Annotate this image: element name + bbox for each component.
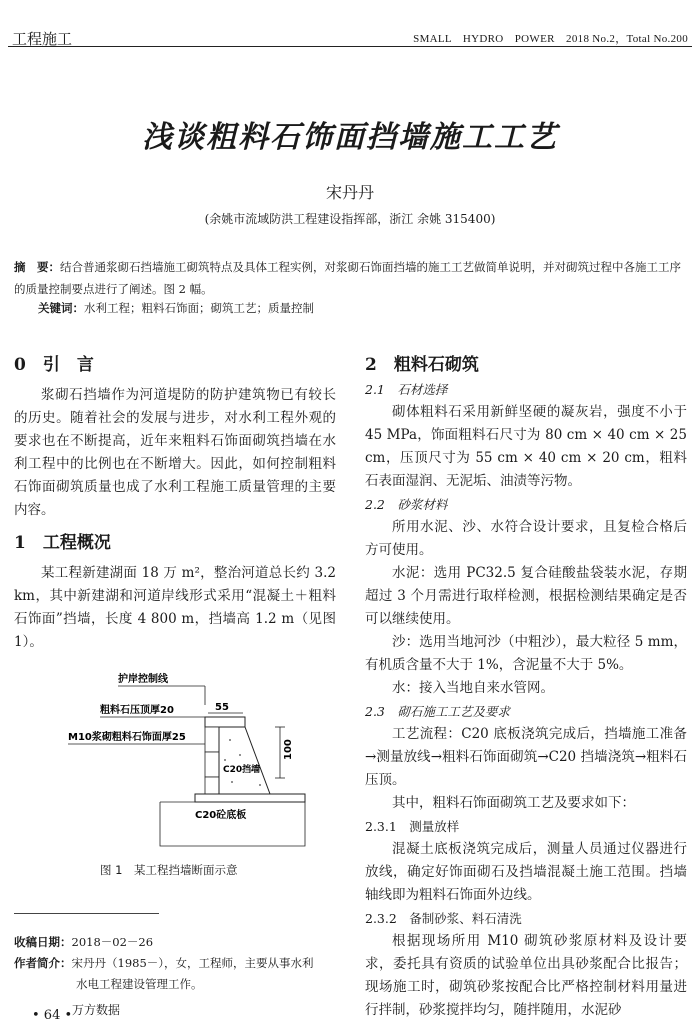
fig-label-control-line: 护岸控制线 (118, 674, 168, 685)
section-0-para: 浆砌石挡墙作为河道堤防的防护建筑物已有较长的历史。随着社会的发展与进步，对水利工程外观的要求也在不断提高，近年来粗料石饰面砌筑挡墙在水利工程中的比例也在不断增大。因此，如何控制粗料石饰面砌筑质量也成了水利工程施工质量管理的主要内容。 (14, 387, 336, 518)
header-journal: SMALL HYDRO POWER 2018 No.2，Total No.200 (413, 33, 688, 45)
section-2-3-para-1: 工艺流程：C20 底板浇筑完成后，挡墙施工准备→测量放线→粗料石饰面砌筑→C20 挡墙浇筑→粗料石压顶。 (365, 726, 687, 788)
figure-1-caption: 图 1 某工程挡墙断面示意 (100, 863, 238, 877)
section-2-3-2-para: 根据现场所用 M10 砌筑砂浆原材料及设计要求，委托具有资质的试验单位出具砂浆配合比报告；现场施工时，砌筑砂浆按配合比严格控制材料用量进行拌制，砂浆搅拌均匀，随拌随用，水泥砂 (365, 933, 687, 1018)
fig-label-wall: C20挡墙 (223, 765, 261, 775)
abstract-label: 摘 要： (14, 260, 60, 274)
fig-cap-stone (205, 717, 245, 727)
page-number: • 64 • (32, 1008, 73, 1023)
abstract (14, 256, 688, 300)
affiliation: (余姚市流域防洪工程建设指挥部，浙江 余姚 315400) (204, 212, 496, 226)
section-2-3-title: 2.3 砌石施工工艺及要求 (365, 704, 510, 719)
fig-facing-stone-3 (205, 777, 219, 794)
section-2-3-2-title: 2.3.2 备制砂浆、料石清洗 (365, 911, 522, 926)
section-0-title: 0 引 言 (14, 355, 94, 375)
author-bio-label: 作者简介： (14, 956, 72, 970)
fig-ground-outline (160, 802, 305, 846)
fig-label-base: C20砼底板 (195, 810, 247, 821)
section-2-1-title: 2.1 石材选择 (365, 382, 448, 397)
fig-base-slab (195, 794, 305, 802)
brand-watermark: 万方数据 (72, 1003, 121, 1017)
abstract-text: 结合普通浆砌石挡墙施工砌筑特点及具体工程实例，对浆砌石饰面挡墙的施工工艺做简单说明，并对砌筑过程中各施工工序的质量控制要点进行了阐述。图 2 幅。 (14, 260, 681, 296)
keywords (38, 300, 314, 316)
article-title: 浅谈粗料石饰面挡墙施工工艺 (142, 120, 558, 155)
fig-facing-stone-1 (205, 727, 219, 752)
header-rule (8, 46, 692, 47)
author-bio: 宋丹丹（1985－），女，工程师，主要从事水利 (71, 956, 314, 970)
section-2-2-para-1: 所用水泥、沙、水符合设计要求，且复检合格后方可使用。 (365, 519, 687, 558)
author-bio-cont: 水电工程建设管理工作。 (76, 977, 203, 991)
section-1-title: 1 工程概况 (14, 533, 111, 553)
received-label: 收稿日期： (14, 935, 72, 949)
footnote-rule (14, 913, 159, 914)
keywords-text: 水利工程；粗料石饰面；砌筑工艺；质量控制 (84, 301, 314, 315)
section-1-para: 某工程新建湖面 18 万 m²，整治河道总长约 3.2 km，其中新建湖和河道岸线形式采用“混凝土＋粗料石饰面”挡墙，长度 4 800 m，挡墙高 1.2 m（见图 1）。 (14, 565, 336, 650)
section-2-3-para-2: 其中，粗料石饰面砌筑工艺及要求如下： (392, 795, 635, 811)
section-2-2-title: 2.2 砂浆材料 (365, 497, 448, 512)
section-2-2-para-2: 水泥：选用 PC32.5 复合硅酸盐袋装水泥，存期超过 3 个月需进行取样检测，根据检测结果确定是否可以继续使用。 (365, 565, 687, 627)
keywords-label: 关键词： (38, 301, 84, 315)
fig-label-facing: M10浆砌粗料石饰面厚25 (68, 732, 186, 743)
section-2-2-para-3: 沙：选用当地河沙（中粗沙），最大粒径 5 mm，有机质含量不大于 1%，含泥量不大于 5%。 (365, 634, 687, 673)
received-date: 2018－02－26 (71, 935, 154, 949)
section-2-3-1-para: 混凝土底板浇筑完成后，测量人员通过仪器进行放线，确定好饰面砌石及挡墙混凝土施工范围。挡墙轴线即为粗料石饰面外边线。 (365, 841, 687, 903)
fig-dim-55: 55 (215, 702, 229, 713)
author: 宋丹丹 (325, 183, 374, 202)
fig-label-cap: 粗料石压顶厚20 (100, 705, 174, 716)
section-2-3-1-title: 2.3.1 测量放样 (365, 819, 460, 834)
left-column (14, 352, 336, 654)
section-2-1-para: 砌体粗料石采用新鲜坚硬的凝灰岩，强度不小于 45 MPa，饰面粗料石尺寸为 80 cm × 40 cm × 25 cm，压顶尺寸为 55 cm × 40 cm × 20 cm，粗料石表面湿润、无泥垢、油渍等污物。 (365, 404, 687, 489)
fig-dim-100: 100 (283, 739, 294, 760)
fig-facing-stone-2 (205, 752, 219, 777)
header-section: 工程施工 (12, 30, 73, 48)
section-2-2-para-4: 水：接入当地自来水管网。 (392, 680, 554, 696)
section-2-title: 2 粗料石砌筑 (365, 355, 479, 375)
footnote (14, 932, 344, 995)
figure-1-diagram (60, 660, 350, 850)
right-column (365, 352, 687, 1022)
fig-concrete-wall (219, 727, 270, 794)
